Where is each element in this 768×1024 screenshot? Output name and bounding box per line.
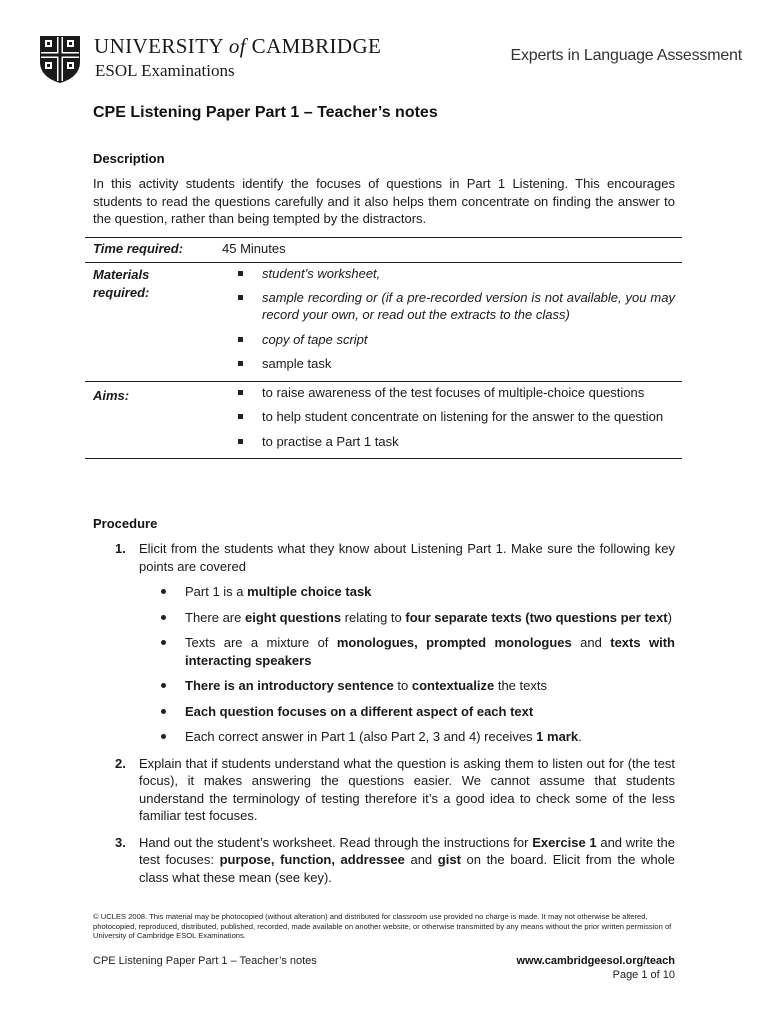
page-title: CPE Listening Paper Part 1 – Teacher’s notes — [93, 104, 438, 121]
time-row — [85, 237, 682, 262]
list-item: copy of tape script — [234, 331, 675, 349]
procedure-heading: Procedure — [93, 516, 158, 531]
list-item: Each question focuses on a different aspect of each text — [139, 703, 675, 721]
list-item: student’s worksheet, — [234, 265, 675, 283]
footer-title: CPE Listening Paper Part 1 – Teacher’s notes — [93, 955, 317, 967]
procedure-step-1 — [109, 540, 675, 746]
university-name: UNIVERSITY of CAMBRIDGE — [94, 34, 382, 58]
time-label: Time required: — [93, 241, 184, 256]
key-points-list — [139, 583, 675, 746]
list-item: to help student concentrate on listening for the answer to the question — [234, 408, 675, 426]
esol-name: ESOL Examinations — [95, 61, 235, 80]
list-item: sample recording or (if a pre-recorded version is not available, you may record your own, or read out the extracts to the class) — [234, 289, 675, 324]
step-number: 2. — [115, 755, 126, 771]
procedure-list — [109, 540, 675, 886]
list-item: to raise awareness of the test focuses of multiple-choice questions — [234, 384, 675, 402]
materials-content — [234, 265, 682, 373]
cambridge-logo — [38, 34, 398, 84]
time-value: 45 Minutes — [222, 241, 286, 256]
page-number: Page 1 of 10 — [612, 969, 675, 981]
list-item: There are eight questions relating to four separate texts (two questions per text) — [139, 609, 675, 627]
tagline: Experts in Language Assessment — [510, 47, 742, 64]
info-table — [85, 237, 682, 459]
step-text: Hand out the student’s worksheet. Read through the instructions for Exercise 1 and write the test focuses: purpose, function, addressee and gist on the board. Elicit from the whole class what these mean (see key). — [139, 834, 675, 885]
description-text: In this activity students identify the focuses of questions in Part 1 Listening. This encourages students to read the questions carefully and it also helps them concentrate on finding the answer to the question, rather than being tempted by the distractors. — [93, 176, 675, 226]
procedure-step-3 — [109, 834, 675, 887]
list-item: Each correct answer in Part 1 (also Part 2, 3 and 4) receives 1 mark. — [139, 728, 675, 746]
list-item: Texts are a mixture of monologues, prompted monologues and texts with interacting speakers — [139, 634, 675, 669]
step-text: Elicit from the students what they know about Listening Part 1. Make sure the following key points are covered — [139, 541, 675, 574]
footer-url-link[interactable]: www.cambridgeesol.org/teach — [516, 955, 675, 967]
list-item: to practise a Part 1 task — [234, 433, 675, 451]
materials-row — [85, 262, 682, 381]
step-number: 3. — [115, 834, 126, 850]
crest-icon — [38, 34, 82, 84]
copyright-notice: © UCLES 2008. This material may be photocopied (without alteration) and distributed for classroom use provided no charge is made. It may not otherwise be altered, photocopied, reproduced, distributed, published, recorded, made available on another website, or otherwise transmitted by any means without the prior written permission of University of Cambridge ESOL Examinations. — [93, 912, 672, 940]
step-text: Explain that if students understand what the question is asking them to listen out for (the test focus), it makes answering the questions easier. We cannot assume that students understand the terminology of testing therefore it’s a good idea to check some of the less familiar test focuses. — [139, 755, 675, 823]
aims-label: Aims: — [93, 387, 130, 403]
aims-row — [85, 381, 682, 460]
list-item: There is an introductory sentence to contextualize the texts — [139, 677, 675, 695]
aims-content — [234, 384, 682, 451]
procedure-step-2 — [109, 755, 675, 825]
step-number: 1. — [115, 541, 126, 556]
description-heading: Description — [93, 151, 165, 166]
list-item: Part 1 is a multiple choice task — [139, 583, 675, 601]
list-item: sample task — [234, 355, 675, 373]
materials-label: Materials required: — [93, 267, 150, 300]
